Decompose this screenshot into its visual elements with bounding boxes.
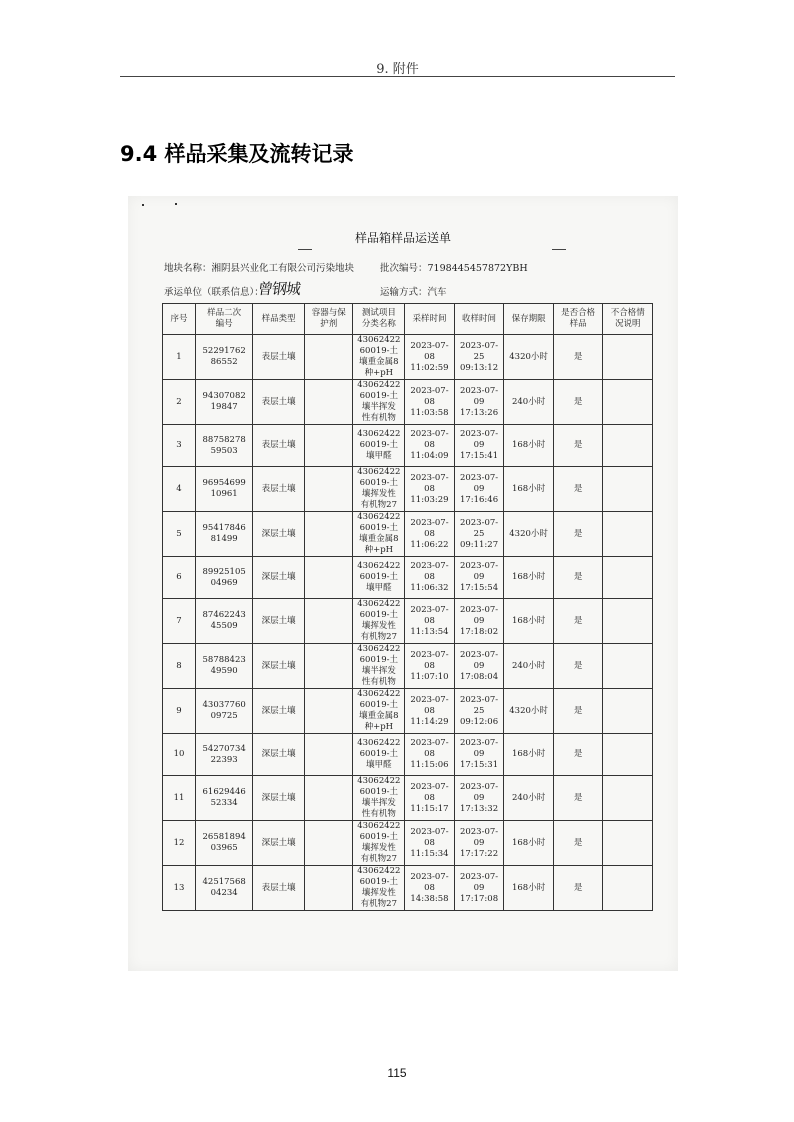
qualified-flag: 是 [553,734,603,776]
row-number: 11 [163,776,196,821]
sampling-time: 2023-07- 08 11:15:17 [405,776,455,821]
sampling-time: 2023-07- 08 14:38:58 [405,866,455,911]
batch-label: 批次编号： [380,263,428,274]
sampling-time: 2023-07- 08 11:15:06 [405,734,455,776]
column-header: 是否合格 样品 [553,304,603,335]
sample-type: 深层土壤 [253,557,305,599]
receipt-time: 2023-07- 09 17:17:22 [454,821,504,866]
qualified-flag: 是 [553,425,603,467]
column-header: 样品类型 [253,304,305,335]
sample-code: 87462243 45509 [196,599,253,644]
test-category: 43062422 60019-土 壤甲醛 [353,734,405,776]
form-underline-mark [298,249,312,250]
container-preservative [305,512,353,557]
storage-period: 4320小时 [504,689,554,734]
table-body [163,335,653,911]
table-row [163,776,653,821]
column-header: 采样时间 [405,304,455,335]
container-preservative [305,689,353,734]
table-row [163,380,653,425]
test-category: 43062422 60019-土 壤半挥发 性有机物 [353,380,405,425]
receipt-time: 2023-07- 25 09:13:12 [454,335,504,380]
transport-field [380,284,447,298]
running-header: 9. 附件 [376,62,419,77]
table-row [163,821,653,866]
test-category: 43062422 60019-土 壤甲醛 [353,557,405,599]
receipt-time: 2023-07- 09 17:18:02 [454,599,504,644]
sampling-time: 2023-07- 08 11:07:10 [405,644,455,689]
column-header: 容器与保 护剂 [305,304,353,335]
table-row [163,425,653,467]
test-category: 43062422 60019-土 壤挥发性 有机物27 [353,467,405,512]
storage-period: 240小时 [504,644,554,689]
sample-type: 深层土壤 [253,689,305,734]
sampling-time: 2023-07- 08 11:13:54 [405,599,455,644]
storage-period: 168小时 [504,467,554,512]
nonconformity-note [603,425,653,467]
table-row [163,599,653,644]
carrier-signature: 曾钢城 [256,280,302,298]
batch-value: 7198445457872YBH [427,263,528,274]
transport-value: 汽车 [427,287,447,298]
sampling-time: 2023-07- 08 11:14:29 [405,689,455,734]
sample-code: 96954699 10961 [196,467,253,512]
container-preservative [305,335,353,380]
sample-transfer-table [162,303,653,911]
page-number: 115 [387,1066,407,1080]
container-preservative [305,866,353,911]
sample-code: 43037760 09725 [196,689,253,734]
storage-period: 240小时 [504,380,554,425]
carrier-label: 承运单位（联系信息）： [164,287,264,298]
row-number: 12 [163,821,196,866]
test-category: 43062422 60019-土 壤挥发性 有机物27 [353,866,405,911]
container-preservative [305,644,353,689]
table-row [163,866,653,911]
container-preservative [305,380,353,425]
storage-period: 168小时 [504,599,554,644]
plot-name-field [164,260,354,274]
qualified-flag: 是 [553,689,603,734]
container-preservative [305,557,353,599]
qualified-flag: 是 [553,644,603,689]
section-title: 9.4 样品采集及流转记录 [120,142,354,166]
qualified-flag: 是 [553,821,603,866]
qualified-flag: 是 [553,467,603,512]
table-row [163,557,653,599]
receipt-time: 2023-07- 09 17:16:46 [454,467,504,512]
nonconformity-note [603,866,653,911]
receipt-time: 2023-07- 09 17:08:04 [454,644,504,689]
qualified-flag: 是 [553,866,603,911]
qualified-flag: 是 [553,335,603,380]
row-number: 4 [163,467,196,512]
carrier-field [164,284,264,298]
column-header: 样品二次 编号 [196,304,253,335]
row-number: 3 [163,425,196,467]
nonconformity-note [603,512,653,557]
scan-speck [142,204,144,206]
container-preservative [305,734,353,776]
sample-code: 58788423 49590 [196,644,253,689]
column-header: 序号 [163,304,196,335]
storage-period: 240小时 [504,776,554,821]
receipt-time: 2023-07- 09 17:17:08 [454,866,504,911]
nonconformity-note [603,734,653,776]
test-category: 43062422 60019-土 壤挥发性 有机物27 [353,599,405,644]
row-number: 10 [163,734,196,776]
sampling-time: 2023-07- 08 11:02:59 [405,335,455,380]
nonconformity-note [603,776,653,821]
sampling-time: 2023-07- 08 11:15:34 [405,821,455,866]
test-category: 43062422 60019-土 壤半挥发 性有机物 [353,776,405,821]
table-row [163,644,653,689]
sample-code: 52291762 86552 [196,335,253,380]
container-preservative [305,599,353,644]
column-header: 收样时间 [454,304,504,335]
sample-type: 表层土壤 [253,380,305,425]
nonconformity-note [603,689,653,734]
table-row [163,335,653,380]
scan-speck [175,203,177,205]
container-preservative [305,776,353,821]
test-category: 43062422 60019-土 壤重金属8 种+pH [353,512,405,557]
row-number: 8 [163,644,196,689]
header-rule [120,76,675,77]
sample-type: 深层土壤 [253,644,305,689]
test-category: 43062422 60019-土 壤挥发性 有机物27 [353,821,405,866]
test-category: 43062422 60019-土 壤半挥发 性有机物 [353,644,405,689]
receipt-time: 2023-07- 25 09:11:27 [454,512,504,557]
nonconformity-note [603,335,653,380]
sample-code: 26581894 03965 [196,821,253,866]
receipt-time: 2023-07- 09 17:13:26 [454,380,504,425]
nonconformity-note [603,467,653,512]
sample-code: 61629446 52334 [196,776,253,821]
storage-period: 168小时 [504,425,554,467]
nonconformity-note [603,821,653,866]
table-row [163,467,653,512]
qualified-flag: 是 [553,380,603,425]
sample-type: 深层土壤 [253,776,305,821]
form-underline-mark [552,249,566,250]
nonconformity-note [603,599,653,644]
sample-type: 深层土壤 [253,734,305,776]
storage-period: 168小时 [504,734,554,776]
receipt-time: 2023-07- 09 17:13:32 [454,776,504,821]
column-header: 不合格情 况说明 [603,304,653,335]
container-preservative [305,467,353,512]
qualified-flag: 是 [553,776,603,821]
test-category: 43062422 60019-土 壤重金属8 种+pH [353,689,405,734]
row-number: 13 [163,866,196,911]
table-row [163,512,653,557]
container-preservative [305,821,353,866]
sample-code: 42517568 04234 [196,866,253,911]
qualified-flag: 是 [553,557,603,599]
storage-period: 168小时 [504,557,554,599]
sample-type: 深层土壤 [253,512,305,557]
sample-type: 深层土壤 [253,821,305,866]
sampling-time: 2023-07- 08 11:04:09 [405,425,455,467]
sample-code: 95417846 81499 [196,512,253,557]
sampling-time: 2023-07- 08 11:03:29 [405,467,455,512]
sample-code: 89925105 04969 [196,557,253,599]
storage-period: 4320小时 [504,512,554,557]
plot-name-value: 湘阴县兴业化工有限公司污染地块 [211,263,355,274]
sample-type: 深层土壤 [253,599,305,644]
receipt-time: 2023-07- 09 17:15:54 [454,557,504,599]
sample-code: 88758278 59503 [196,425,253,467]
qualified-flag: 是 [553,599,603,644]
row-number: 5 [163,512,196,557]
sample-type: 表层土壤 [253,335,305,380]
batch-field [380,260,528,274]
row-number: 6 [163,557,196,599]
sample-type: 表层土壤 [253,425,305,467]
qualified-flag: 是 [553,512,603,557]
sample-type: 表层土壤 [253,467,305,512]
container-preservative [305,425,353,467]
table-header-row [163,304,653,335]
column-header: 测试项目 分类名称 [353,304,405,335]
test-category: 43062422 60019-土 壤甲醛 [353,425,405,467]
sampling-time: 2023-07- 08 11:06:22 [405,512,455,557]
sampling-time: 2023-07- 08 11:03:58 [405,380,455,425]
nonconformity-note [603,644,653,689]
storage-period: 168小时 [504,821,554,866]
row-number: 1 [163,335,196,380]
plot-name-label: 地块名称： [164,263,212,274]
nonconformity-note [603,557,653,599]
transport-label: 运输方式： [380,287,428,298]
sample-code: 54270734 22393 [196,734,253,776]
column-header: 保存期限 [504,304,554,335]
receipt-time: 2023-07- 09 17:15:31 [454,734,504,776]
sample-code: 94307082 19847 [196,380,253,425]
storage-period: 168小时 [504,866,554,911]
sampling-time: 2023-07- 08 11:06:32 [405,557,455,599]
receipt-time: 2023-07- 25 09:12:06 [454,689,504,734]
sample-type: 表层土壤 [253,866,305,911]
form-title: 样品箱样品运送单 [354,231,451,245]
nonconformity-note [603,380,653,425]
row-number: 7 [163,599,196,644]
row-number: 2 [163,380,196,425]
table-row [163,734,653,776]
test-category: 43062422 60019-土 壤重金属8 种+pH [353,335,405,380]
receipt-time: 2023-07- 09 17:15:41 [454,425,504,467]
storage-period: 4320小时 [504,335,554,380]
table-row [163,689,653,734]
row-number: 9 [163,689,196,734]
scanned-form [128,196,678,971]
